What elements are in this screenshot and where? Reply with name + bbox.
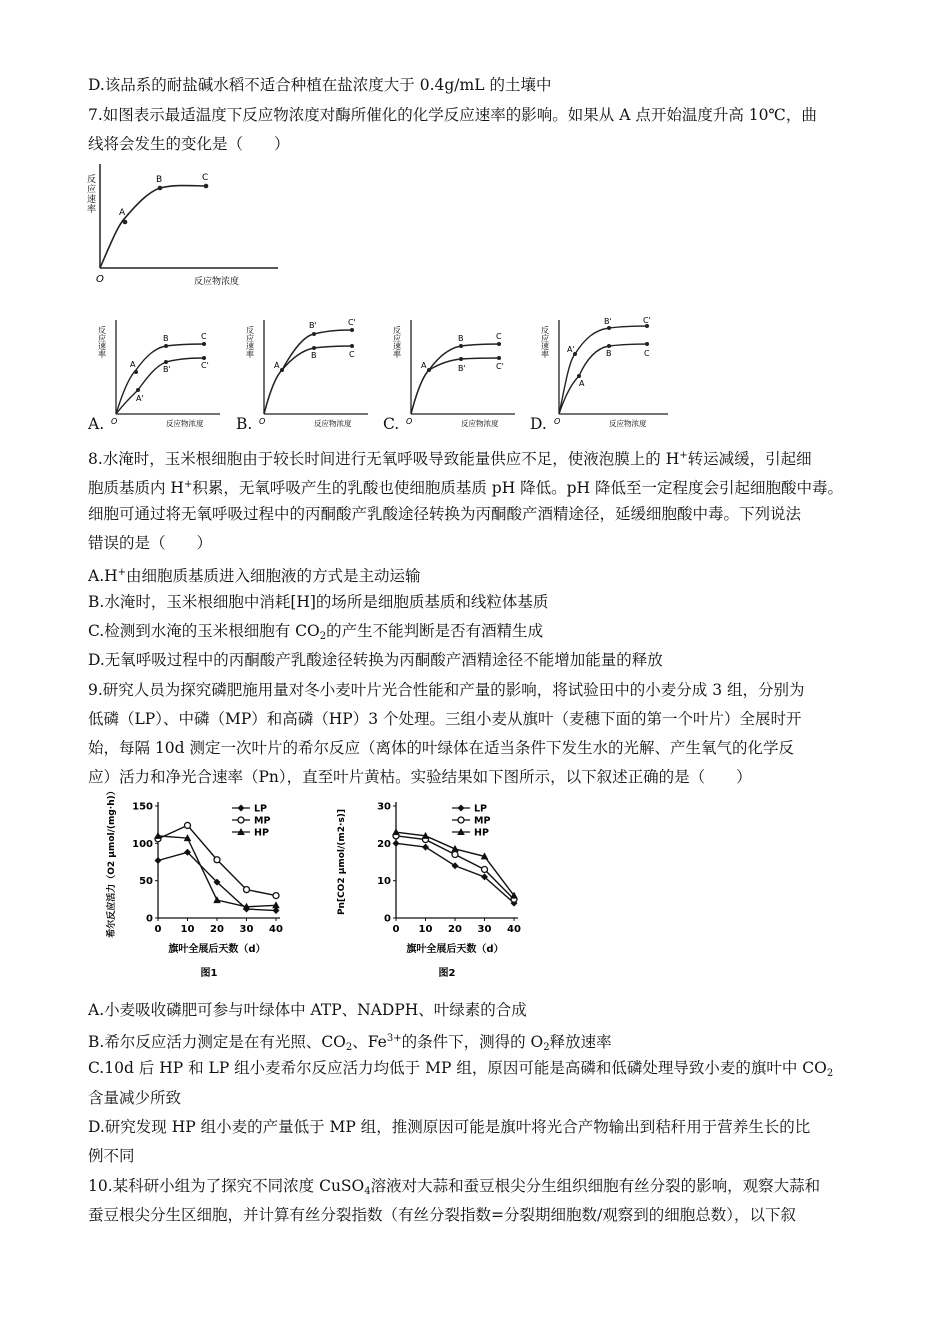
q7c-pb: B [458,334,464,343]
q7b-pc2: C' [348,318,356,327]
chart1-legend-LP-label: LP [254,803,268,815]
q7a-ylabel: 反应速率 [97,326,107,358]
chart2-xlabel: 旗叶全展后天数（d） [406,944,504,955]
q6-option-d: D.该品系的耐盐碱水稻不适合种植在盐浓度大于 0.4g/mL 的土壤中 [88,76,552,94]
q8-option-b[interactable]: B.水淹时，玉米根细胞中消耗[H]的场所是细胞质基质和线粒体基质 [88,593,549,611]
q7-option-c-figure[interactable] [392,316,515,428]
chart1-series-MP-point [185,822,191,828]
q7c-pc2: C' [496,362,504,371]
q7c-pb2: B' [458,364,466,373]
q7-option-a-figure[interactable] [97,316,220,428]
q9-option-d-line1[interactable]: D.研究发现 HP 组小麦的产量低于 MP 组，推测原因可能是旗叶将光合产物输出到秸秆用于营养生长的比 [88,1118,811,1136]
chart-2-svg [330,796,530,991]
chart2-xtick-label: 20 [448,924,462,935]
chart1-legend-HP-label: HP [254,827,269,839]
q7d-pc2: C' [643,316,651,325]
chart2-ylabel: Pn[CO2 μmol/(m2·s)] [337,808,347,916]
q7-option-b-label[interactable]: B. [236,415,253,433]
chart2-ytick-label: 20 [377,838,391,850]
chart1-xtick-label: 40 [269,924,283,935]
q7b-pc: C [349,350,355,359]
q8-option-c[interactable]: C.检测到水淹的玉米根细胞有 $CO_2$的产生不能判断是否有酒精生成 [88,622,544,642]
q7b-pb: B [311,351,317,360]
q9-option-c-line1[interactable]: C.10d 后 HP 和 LP 组小麦希尔反应活力均低于 MP 组，原因可能是高磷和低磷处理导致小麦的旗叶中 $CO_2$ [88,1059,834,1079]
q8-stem-line4: 错误的是（ ） [88,534,213,552]
q7a-pb2: B' [163,365,171,374]
q7d-pa: A [579,379,585,388]
q7-option-b-figure[interactable] [245,316,368,428]
q9-option-b[interactable]: B.希尔反应活力测定是在有光照、$CO_2$、$Fe^{3+}$的条件下，测得的 $O_2$释放速率 [88,1033,612,1053]
chart2-ytick-label: 30 [377,801,391,813]
chart1-legend-MP-label: MP [254,815,271,827]
q7d-origin: O [554,417,561,426]
chart1-series-LP-point [155,857,162,864]
q7b-ylabel: 反应速率 [245,326,255,358]
chart2-series-LP-point [452,862,459,869]
chart2-ytick-label: 0 [384,913,391,925]
q9-stem-line1: 9.研究人员为探究磷肥施用量对冬小麦叶片光合性能和产量的影响，将试验田中的小麦分成 3 组，分别为 [88,681,805,699]
chart1-ytick-label: 50 [139,876,153,888]
chart2-series-LP-point [393,840,400,847]
q10-stem-line1: 10.某科研小组为了探究不同浓度 CuSO$_4$溶液对大蒜和蚕豆根尖分生组织细胞有丝分裂的影响，观察大蒜和 [88,1177,821,1197]
q8-stem-line1: 8.水淹时，玉米根细胞由于较长时间进行无氧呼吸导致能量供应不足，使液泡膜上的 H+转运减缓，引起细 [88,450,812,468]
chart1-series-MP-point [244,887,250,893]
chart2-legend-LP-label: LP [474,803,488,815]
q7-point-b: B [156,175,163,185]
chart2-legend-MP-label: MP [474,815,491,827]
q8-stem-line2: 胞质基质内 H+积累，无氧呼吸产生的乳酸也使细胞质基质 pH 降低。pH 降低至一定程度会引起细胞酸中毒。 [88,479,844,497]
chart-1-svg [92,786,292,991]
q9-option-a[interactable]: A.小麦吸收磷肥可参与叶绿体中 ATP、NADPH、叶绿素的合成 [88,1001,527,1019]
chart2-xtick-label: 30 [477,924,492,935]
q7d-pb: B [606,349,612,358]
q7b-pa: A [274,361,280,370]
q7-stem-line2: 线将会发生的变化是（ ） [88,135,290,153]
q9-option-d-line2[interactable]: 例不同 [88,1147,135,1165]
q9-stem-line3: 始，每隔 10d 测定一次叶片的希尔反应（离体的叶绿体在适当条件下发生水的光解、产生氧气的化学反 [88,739,795,757]
q7c-pa: A [421,361,427,370]
chart1-series-MP-point [214,857,220,863]
q7a-origin: O [111,417,118,426]
chart1-xtick-label: 20 [210,924,224,935]
q9-stem-line4: 应）活力和净光合速率（Pn），直至叶片黄枯。实验结果如下图所示，以下叙述正确的是（ ） [88,768,752,786]
q7c-pc: C [496,332,502,341]
q7-point-a: A [119,208,126,218]
chart2-xtick-label: 0 [392,924,400,935]
q7b-pb2: B' [309,321,317,330]
chart1-legend-LP-marker [238,805,245,812]
q7c-ylabel: 反应速率 [392,326,402,358]
q7a-xlabel: 反应物浓度 [166,419,204,428]
chart2-title: 图2 [438,968,456,979]
chart2-ytick-label: 10 [377,876,391,888]
chart1-xtick-label: 30 [239,924,254,935]
chart1-series-HP-point [213,896,221,903]
q7a-pa: A [130,360,136,369]
q7-option-d-label[interactable]: D. [530,415,547,433]
q7-option-c-label[interactable]: C. [383,415,400,433]
chart2-series-LP-point [422,844,429,851]
q7d-pb2: B' [604,317,612,326]
chart1-xtick-label: 0 [154,924,162,935]
q7b-xlabel: 反应物浓度 [314,419,352,428]
chart1-ytick-label: 100 [132,838,153,850]
q9-option-c-line2[interactable]: 含量减少所致 [88,1089,182,1107]
q7a-pb: B [163,334,169,343]
q9-stem-line2: 低磷（LP）、中磷（MP）和高磷（HP）3 个处理。三组小麦从旗叶（麦穗下面的第一个叶片）全展时开 [88,710,802,728]
chart2-series-MP-point [482,866,488,872]
q7c-xlabel: 反应物浓度 [461,419,499,428]
q7d-xlabel: 反应物浓度 [609,419,647,428]
chart1-xtick-label: 10 [180,924,195,935]
chart2-legend-LP-marker [458,805,465,812]
q7a-pc2: C' [201,361,209,370]
q7-point-c: C [202,173,209,183]
chart1-legend-MP-marker [238,817,244,823]
chart-figure-2 [330,796,530,991]
q7c-origin: O [406,417,413,426]
chart1-xlabel: 旗叶全展后天数（d） [168,944,266,955]
chart2-xtick-label: 40 [507,924,521,935]
chart1-series-MP-point [273,893,279,899]
chart2-series-HP-point [392,828,400,835]
q7-xlabel: 反应物浓度 [194,277,240,287]
q7d-pc: C [644,349,650,358]
q7b-origin: O [259,417,266,426]
q7-option-d-figure[interactable] [540,316,668,428]
q7-option-a-label[interactable]: A. [88,415,105,433]
chart2-xtick-label: 10 [418,924,433,935]
q7-stem-line1: 7.如图表示最适温度下反应物浓度对酶所催化的化学反应速率的影响。如果从 A 点开始温度升高 10℃，曲 [88,106,817,124]
q7a-pc: C [201,332,207,341]
chart1-ytick-label: 150 [132,801,153,813]
chart1-ylabel: 希尔反应活力（O2 μmol/(mg·h)） [107,786,117,938]
q10-stem-line2: 蚕豆根尖分生区细胞，并计算有丝分裂指数（有丝分裂指数=分裂期细胞数/观察到的细胞总数），以下叙 [88,1206,796,1224]
q7-ylabel: 反应速率 [85,174,95,214]
q7d-ylabel: 反应速率 [540,326,550,358]
q7d-pa2: A' [567,345,575,354]
q7-main-figure [85,160,278,290]
chart-figure-1 [92,786,292,991]
q7-origin: O [96,274,104,285]
chart1-title: 图1 [200,968,218,979]
q8-option-a[interactable]: A.H+由细胞质基质进入细胞液的方式是主动运输 [88,567,421,585]
chart2-series-MP-point [452,852,458,858]
q8-stem-line3: 细胞可通过将无氧呼吸过程中的丙酮酸产乳酸途径转换为丙酮酸产酒精途径，延缓细胞酸中毒。下列说法 [88,505,802,523]
q8-option-d[interactable]: D.无氧呼吸过程中的丙酮酸产乳酸途径转换为丙酮酸产酒精途径不能增加能量的释放 [88,651,663,669]
q7a-pa2: A' [136,394,144,403]
chart2-legend-MP-marker [458,817,464,823]
chart2-legend-HP-label: HP [474,827,489,839]
chart1-ytick-label: 0 [146,913,153,925]
